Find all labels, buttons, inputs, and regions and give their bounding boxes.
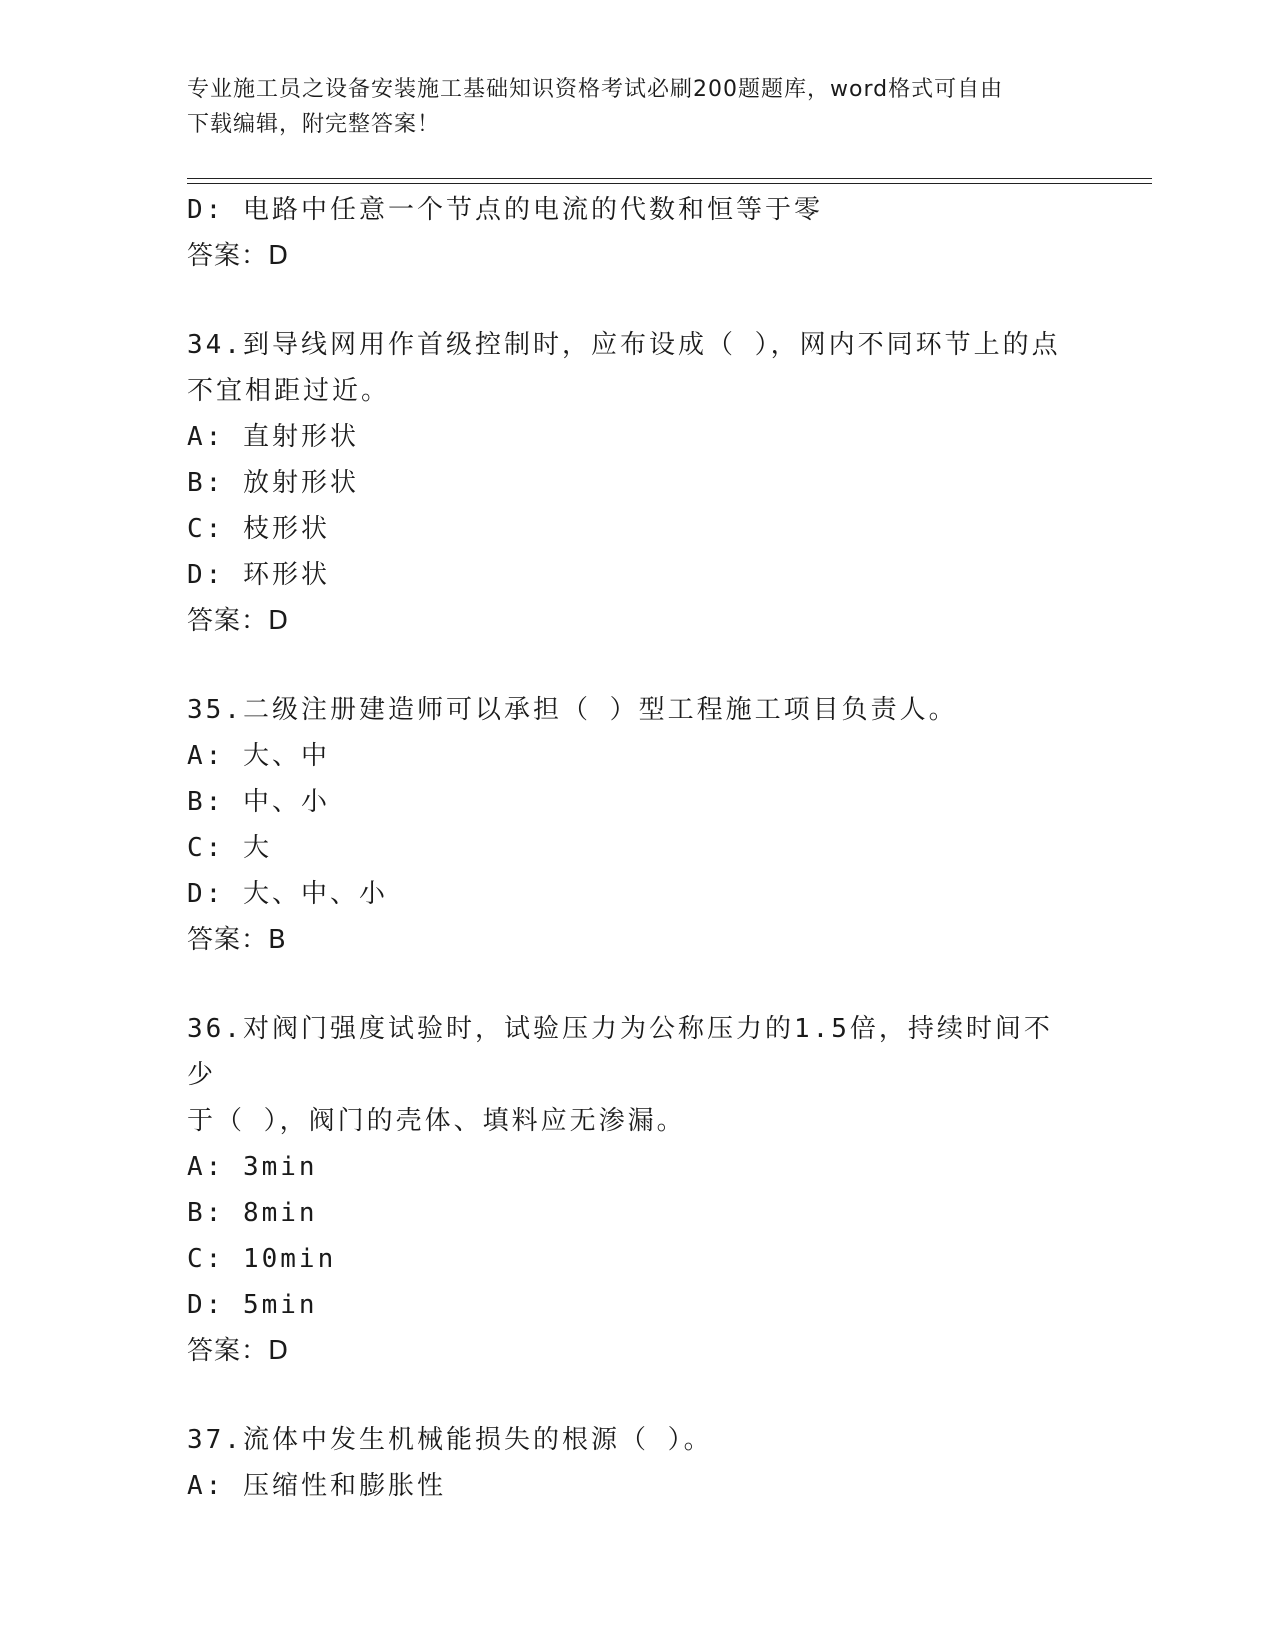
question-36 [187, 1006, 1067, 1374]
option-a: A: 压缩性和膨胀性 [187, 1471, 446, 1501]
option-d: D: 大、中、小 [187, 879, 388, 909]
question-37 [187, 1417, 1067, 1509]
question-list [187, 187, 1087, 1509]
answer: 答案：D [187, 606, 290, 636]
question-text-line-1: 34.到导线网用作首级控制时，应布设成（ ），网内不同环节上的点 [187, 330, 1061, 360]
answer: 答案：D [187, 241, 290, 271]
option-a: A: 3min [187, 1152, 318, 1182]
option-c: C: 大 [187, 833, 272, 863]
option-d: D: 环形状 [187, 560, 330, 590]
question-34 [187, 322, 1067, 644]
option-a: A: 大、中 [187, 741, 330, 771]
option-b: B: 中、小 [187, 787, 330, 817]
header-line-2: 下载编辑，附完整答案！ [187, 112, 441, 137]
option-a: A: 直射形状 [187, 422, 359, 452]
header-line-1: 专业施工员之设备安装施工基础知识资格考试必刷200题题库，word格式可自由 [187, 77, 1004, 102]
option-b: B: 放射形状 [187, 468, 359, 498]
option-d: D: 电路中任意一个节点的电流的代数和恒等于零 [187, 195, 823, 225]
question-35 [187, 687, 1067, 963]
question-text-line-2: 于（ ），阀门的壳体、填料应无渗漏。 [187, 1106, 686, 1136]
question-text-line-2: 不宜相距过近。 [187, 376, 391, 406]
header-divider-top [187, 178, 1152, 179]
answer: 答案：B [187, 925, 287, 955]
question-text-line-1: 36.对阀门强度试验时，试验压力为公称压力的1.5倍，持续时间不少 [187, 1014, 1053, 1090]
document-header [187, 72, 1087, 142]
question-text-line-1: 35.二级注册建造师可以承担（ ）型工程施工项目负责人。 [187, 695, 958, 725]
option-b: B: 8min [187, 1198, 318, 1228]
question-text-line-1: 37.流体中发生机械能损失的根源（ ）。 [187, 1425, 713, 1455]
answer: 答案：D [187, 1336, 290, 1366]
option-c: C: 10min [187, 1244, 337, 1274]
option-d: D: 5min [187, 1290, 318, 1320]
option-c: C: 枝形状 [187, 514, 330, 544]
header-divider-bottom [187, 183, 1152, 184]
question-33-tail [187, 187, 1087, 279]
